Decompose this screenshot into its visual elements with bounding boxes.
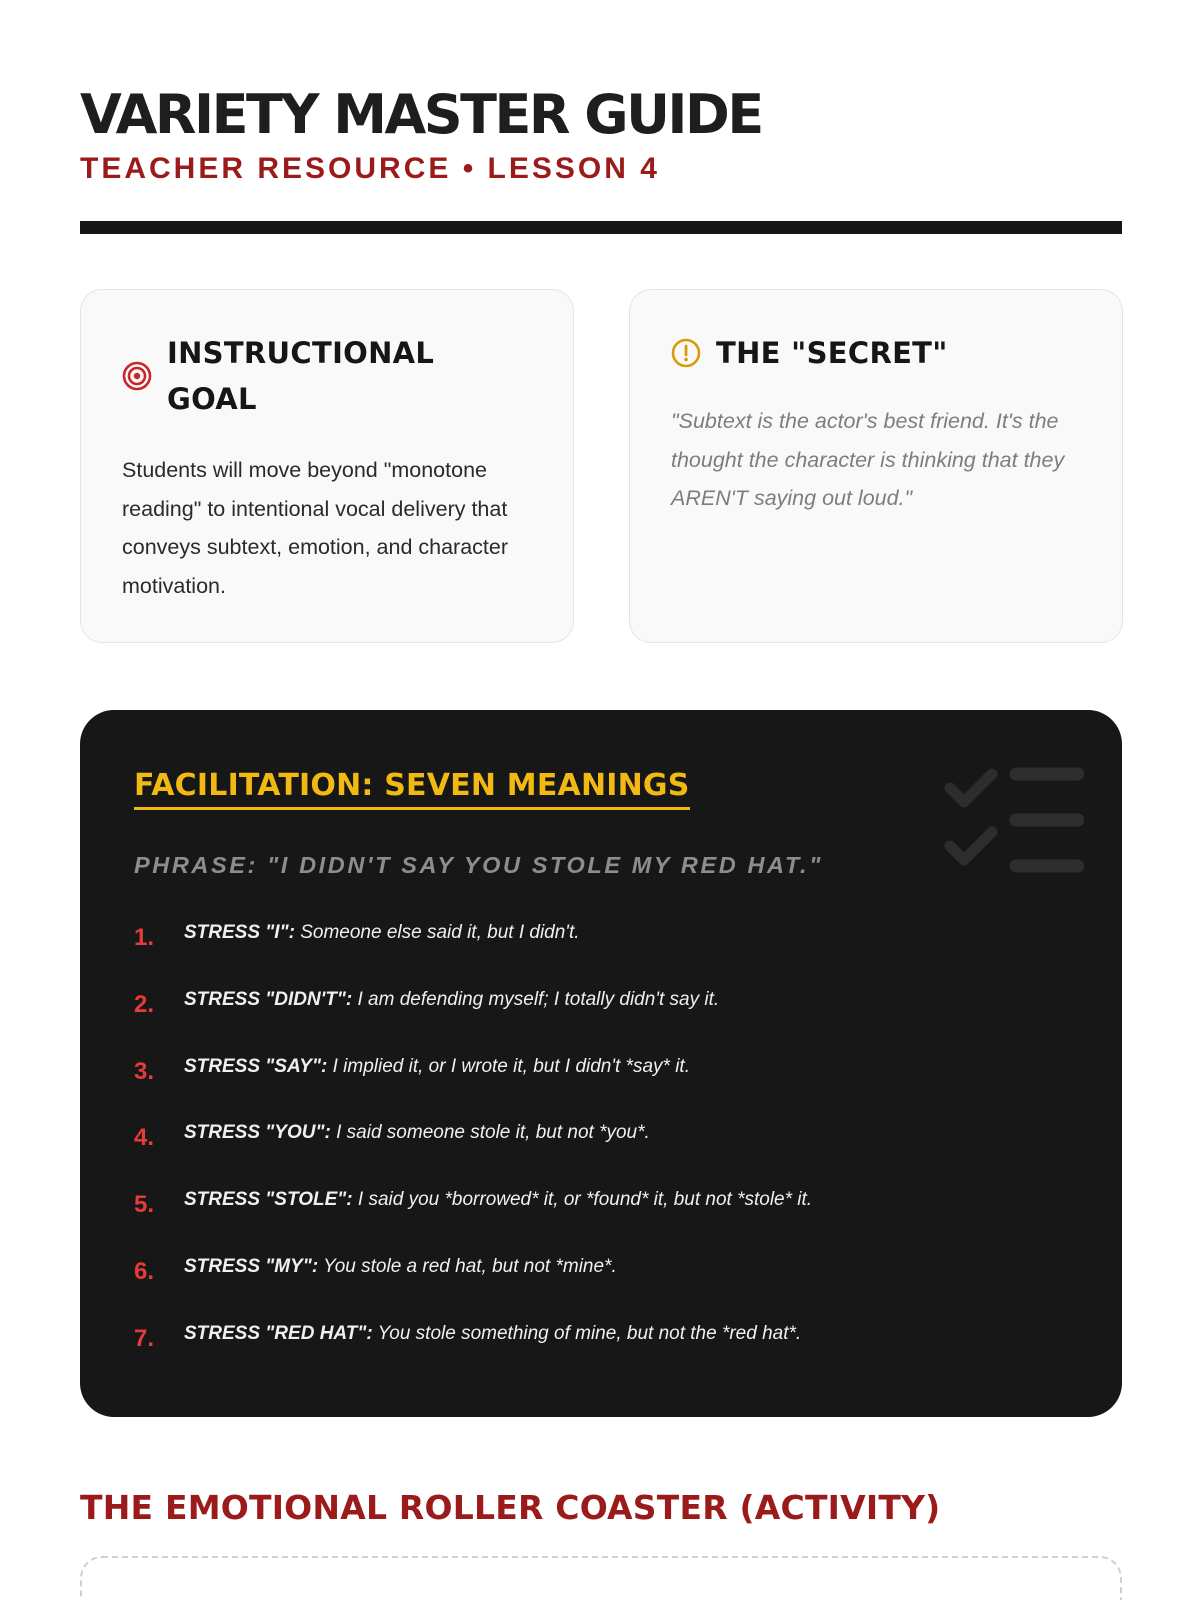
page-subtitle: TEACHER RESOURCE • LESSON 4 bbox=[80, 152, 660, 185]
card-header bbox=[670, 330, 948, 376]
meaning-description: I said you *borrowed* it, or *found* it, but not *stole* it. bbox=[352, 1189, 813, 1211]
meaning-item bbox=[134, 989, 1064, 1056]
secret-card bbox=[629, 289, 1123, 643]
meaning-number: 5. bbox=[134, 1191, 155, 1219]
card-title: INSTRUCTIONAL GOAL bbox=[167, 336, 435, 416]
meaning-item bbox=[134, 922, 1064, 989]
goal-description: Students will move beyond "monotone reading" to intentional vocal delivery that conveys subtext, emotion, and character motivation. bbox=[122, 458, 509, 598]
meaning-label: STRESS "MY": bbox=[184, 1255, 319, 1277]
checklist-icon bbox=[944, 760, 1084, 880]
meaning-text bbox=[184, 1056, 690, 1078]
header-divider bbox=[80, 221, 1122, 234]
meaning-label: STRESS "I": bbox=[184, 922, 295, 943]
meaning-description: I am defending myself; I totally didn't say it. bbox=[352, 988, 720, 1010]
meaning-number: 3. bbox=[134, 1057, 155, 1085]
card-header bbox=[121, 330, 467, 422]
meaning-label: STRESS "STOLE": bbox=[184, 1189, 353, 1211]
meaning-label: STRESS "YOU": bbox=[184, 1122, 331, 1144]
meaning-label: STRESS "RED HAT": bbox=[184, 1322, 373, 1344]
meaning-text bbox=[184, 922, 580, 944]
meaning-text bbox=[184, 1323, 801, 1345]
instructional-goal-card bbox=[80, 289, 574, 643]
meaning-label: STRESS "SAY": bbox=[184, 1055, 328, 1077]
meaning-description: You stole something of mine, but not the *red hat*. bbox=[372, 1322, 802, 1344]
card-title: THE "SECRET" bbox=[716, 336, 948, 370]
meaning-text bbox=[184, 1122, 650, 1144]
facilitation-panel bbox=[80, 710, 1122, 1417]
activity-box bbox=[80, 1556, 1122, 1600]
meaning-item bbox=[134, 1122, 1064, 1189]
meaning-text bbox=[184, 1189, 812, 1211]
meaning-number: 7. bbox=[134, 1324, 155, 1352]
meaning-description: I said someone stole it, but not *you*. bbox=[330, 1122, 650, 1144]
phrase-text: PHRASE: "I DIDN'T SAY YOU STOLE MY RED HAT." bbox=[134, 852, 823, 878]
secret-quote: "Subtext is the actor's best friend. It's the thought the character is thinking that they AREN'T saying out loud." bbox=[671, 409, 1065, 510]
meaning-number: 4. bbox=[134, 1124, 155, 1152]
facilitation-title: FACILITATION: SEVEN MEANINGS bbox=[134, 768, 690, 810]
meaning-text bbox=[184, 1256, 617, 1278]
meaning-item bbox=[134, 1256, 1064, 1323]
meaning-item bbox=[134, 1323, 1064, 1390]
meaning-number: 2. bbox=[134, 990, 155, 1018]
activity-title: THE EMOTIONAL ROLLER COASTER (ACTIVITY) bbox=[80, 1488, 941, 1527]
meaning-number: 1. bbox=[134, 924, 155, 951]
meaning-description: I implied it, or I wrote it, but I didn't *say* it. bbox=[327, 1055, 690, 1077]
meaning-description: Someone else said it, but I didn't. bbox=[294, 922, 580, 943]
meanings-list bbox=[134, 922, 1064, 1390]
meaning-description: You stole a red hat, but not *mine*. bbox=[318, 1255, 617, 1277]
meaning-label: STRESS "DIDN'T": bbox=[184, 988, 353, 1010]
meaning-number: 6. bbox=[134, 1257, 155, 1285]
alert-circle-icon bbox=[670, 337, 702, 369]
page-title: VARIETY MASTER GUIDE bbox=[80, 83, 762, 146]
meaning-text bbox=[184, 989, 719, 1011]
meaning-item bbox=[134, 1189, 1064, 1256]
meaning-item bbox=[134, 1056, 1064, 1123]
target-icon bbox=[121, 360, 153, 392]
